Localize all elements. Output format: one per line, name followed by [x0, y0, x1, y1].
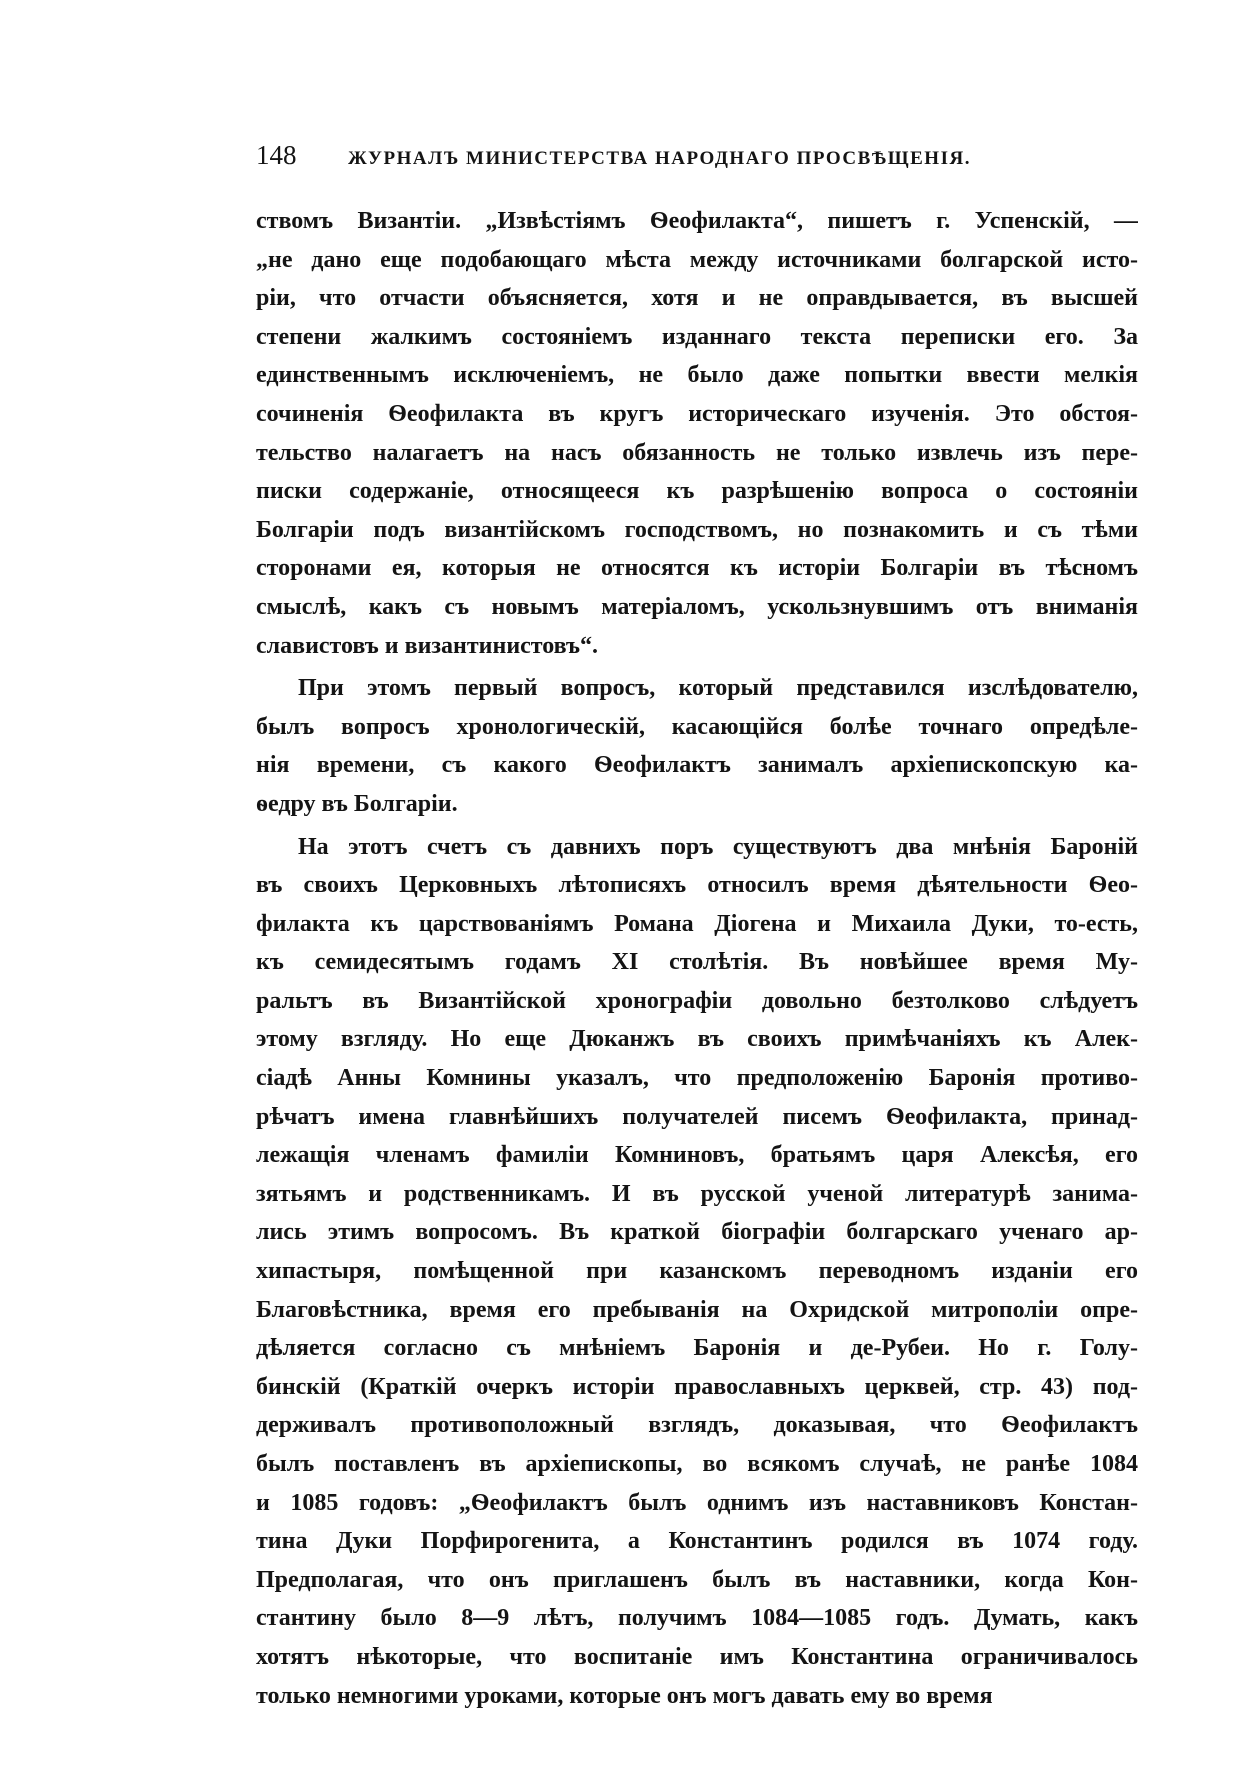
text-line: хипастыря, помѣщенной при казанскомъ переводномъ изданіи его: [256, 1258, 1138, 1285]
text-line: Предполагая, что онъ приглашенъ былъ въ наставники, когда Кон-: [256, 1566, 1138, 1593]
text-line: ѳедру въ Болгаріи.: [256, 790, 458, 817]
text-line: былъ вопросъ хронологическій, касающійся болѣе точнаго опредѣле-: [256, 713, 1138, 740]
text-line: Благовѣстника, время его пребыванія на Охридской митрополіи опре-: [256, 1296, 1138, 1323]
text-line: ральтъ въ Византійской хронографіи довольно безтолково слѣдуетъ: [256, 987, 1138, 1014]
journal-title: ЖУРНАЛЪ МИНИСТЕРСТВА НАРОДНАГО ПРОСВѢЩЕНІЯ.: [348, 148, 971, 169]
text-line: филакта къ царствованіямъ Романа Діогена и Михаила Дуки, то-есть,: [256, 910, 1138, 937]
text-line: въ своихъ Церковныхъ лѣтописяхъ относилъ время дѣятельности Ѳео-: [256, 872, 1138, 899]
text-line: ствомъ Византіи. „Извѣстіямъ Ѳеофилакта“, пишетъ г. Успенскій, —: [256, 208, 1138, 234]
text-line: дѣляется согласно съ мнѣніемъ Баронія и де-Рубеи. Но г. Голу-: [256, 1335, 1138, 1362]
text-line: писки содержаніе, относящееся къ разрѣшенію вопроса о состояніи: [256, 478, 1138, 505]
body-text: [256, 202, 1138, 1715]
text-line: зятьямъ и родственникамъ. И въ русской ученой литературѣ занима-: [256, 1180, 1138, 1207]
text-line: стантину было 8—9 лѣтъ, получимъ 1084—1085 годъ. Думать, какъ: [256, 1605, 1138, 1632]
text-line: Болгаріи подъ византійскомъ господствомъ, но познакомить и съ тѣми: [256, 516, 1138, 543]
text-line: хотятъ нѣкоторые, что воспитаніе имъ Константина ограничивалось: [256, 1643, 1138, 1670]
paragraph-1: [256, 202, 1138, 665]
text-line: только немногими уроками, которые онъ могъ давать ему во время: [256, 1682, 993, 1709]
text-line: рѣчатъ имена главнѣйшихъ получателей писемъ Ѳеофилакта, принад-: [256, 1103, 1138, 1130]
text-line: этому взгляду. Но еще Дюканжъ въ своихъ примѣчаніяхъ къ Алек-: [256, 1026, 1138, 1053]
text-line: На этотъ счетъ съ давнихъ поръ существуютъ два мнѣнія Бароній: [298, 833, 1138, 860]
text-line: лежащія членамъ фамиліи Комниновъ, братьямъ царя Алексѣя, его: [256, 1142, 1138, 1169]
text-line: „не дано еще подобающаго мѣста между источниками болгарской исто-: [256, 246, 1138, 273]
text-line: держивалъ противоположный взглядъ, доказывая, что Ѳеофилактъ: [256, 1412, 1138, 1439]
running-head: [256, 140, 1138, 180]
paragraph-3: [256, 828, 1138, 1716]
text-line: лись этимъ вопросомъ. Въ краткой біографіи болгарскаго ученаго ар-: [256, 1219, 1138, 1246]
text-line: тина Дуки Порфирогенита, а Константинъ родился въ 1074 году.: [256, 1528, 1138, 1555]
text-line: сторонами ея, которыя не относятся къ исторіи Болгаріи въ тѣсномъ: [256, 555, 1138, 582]
text-line: смыслѣ, какъ съ новымъ матеріаломъ, ускользнувшимъ отъ вниманія: [256, 593, 1138, 620]
text-line: къ семидесятымъ годамъ XI столѣтія. Въ новѣйшее время Му-: [256, 949, 1138, 976]
document-page: [256, 140, 1138, 1719]
text-line: тельство налагаетъ на насъ обязанность не только извлечь изъ пере-: [256, 439, 1138, 466]
text-line: единственнымъ исключеніемъ, не было даже попытки ввести мелкія: [256, 362, 1138, 389]
text-line: сочиненія Ѳеофилакта въ кругъ историческаго изученія. Это обстоя-: [256, 400, 1138, 427]
text-line: и 1085 годовъ: „Ѳеофилактъ былъ однимъ изъ наставниковъ Констан-: [256, 1489, 1138, 1516]
text-line: При этомъ первый вопросъ, который представился изслѣдователю,: [298, 675, 1138, 702]
text-line: бинскій (Краткій очеркъ исторіи православныхъ церквей, стр. 43) под-: [256, 1373, 1138, 1400]
text-line: нія времени, съ какого Ѳеофилактъ занималъ архіепископскую ка-: [256, 752, 1138, 779]
text-line: сіадѣ Анны Комнины указалъ, что предположенію Баронія противо-: [256, 1065, 1138, 1092]
paragraph-2: [256, 669, 1138, 823]
text-line: былъ поставленъ въ архіепископы, во всякомъ случаѣ, не ранѣе 1084: [256, 1451, 1138, 1477]
text-line: степени жалкимъ состояніемъ изданнаго текста переписки его. За: [256, 323, 1138, 350]
text-line: славистовъ и византинистовъ“.: [256, 632, 599, 659]
text-line: ріи, что отчасти объясняется, хотя и не оправдывается, въ высшей: [256, 285, 1138, 312]
page-number: 148: [256, 140, 297, 170]
